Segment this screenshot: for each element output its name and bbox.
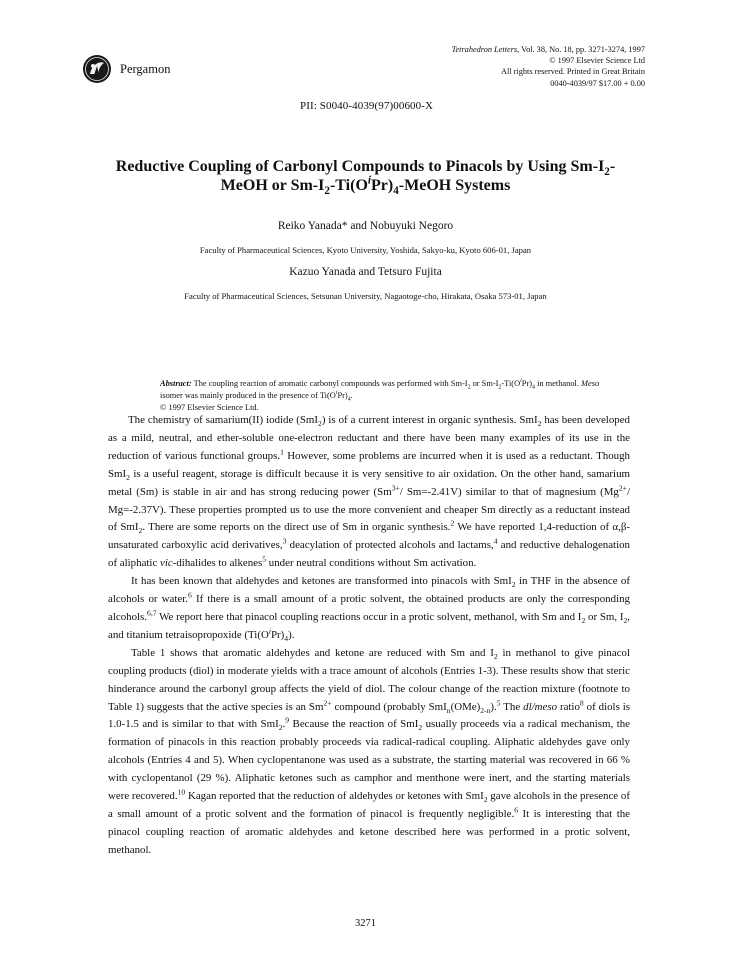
affiliation-1: Faculty of Pharmaceutical Sciences, Kyoto University, Yoshida, Sakyo-ku, Kyoto 606-01, Japan xyxy=(199,245,532,255)
journal-citation xyxy=(452,44,645,55)
author-names-2: Kazuo Yanada and Tetsuro Fujita xyxy=(289,266,442,278)
journal-volume: , Vol. 38, No. 18, pp. 3271-3274, 1997 xyxy=(517,45,645,54)
paragraph-1: The chemistry of samarium(II) iodide (SmI$_2$) is of a current interest in organic synthesis. SmI$_2$ has been developed as a mild, neutral, and ether-soluble one-electron reductant and there have been many examples of its use in the reduction of various functional groups.$^1$ However, some problems are incurred when it is used as a reductant. Though SmI$_2$ is a useful reagent, storage is difficult because it is very sensitive to air oxidation. On the other hand, samarium metal (Sm) is stable in air and has strong reducing power ($Sm^{3+}/$ Sm=-2.41V) similar to that of magnesium ($Mg^{2+}/$ Mg=-2.37V). These properties prompted us to use the more convenient and cheaper Sm directly as a reductant instead of SmI$_2$. There are some reports on the direct use of Sm in organic synthesis.$^2$ We have reported 1,4-reduction of α,β-unsaturated carboxylic acid derivatives,$^3$ deacylation of protected alcohols and lactams,$^4$ and reductive dehalogenation of aliphatic vic-dihalides to alkenes$^5$ under neutral conditions without Sm activation. xyxy=(108,414,631,570)
copyright-line: © 1997 Elsevier Science Ltd xyxy=(549,56,645,66)
journal-info xyxy=(452,44,645,89)
affiliation-2: Faculty of Pharmaceutical Sciences, Setsunan University, Nagaotoge-cho, Hirakata, Osaka 573-01, Japan xyxy=(184,291,547,301)
issn-line: 0040-4039/97 $17.00 + 0.00 xyxy=(550,78,645,88)
journal-name: Tetrahedron Letters xyxy=(451,45,518,54)
page-number: 3271 xyxy=(355,918,376,929)
publisher-logo-icon xyxy=(82,54,112,84)
pii-identifier: PII: S0040-4039(97)00600-X xyxy=(300,100,434,112)
paragraph-2: It has been known that aldehydes and ketones are transformed into pinacols with SmI$_2$ in THF in the absence of alcohols or water.$^6$ If there is a small amount of a protic solvent, the obtained products are only the corresponding alcohols.$^{6,7}$ We report here that pinacol coupling reactions occur in a protic solvent, methanol, with Sm and $I_2$ or Sm, $I_2$, and titanium tetraisopropoxide $(Ti(O^iPr)_4)$. xyxy=(108,575,630,644)
author-names-1: Reiko Yanada* and Nobuyuki Negoro xyxy=(277,220,454,232)
publisher-name: Pergamon xyxy=(120,62,171,76)
rights-line: All rights reserved. Printed in Great Britain xyxy=(500,67,645,77)
abstract-copyright: © 1997 Elsevier Science Ltd. xyxy=(160,403,259,413)
paragraph-3: Table 1 shows that aromatic aldehydes and ketone are reduced with Sm and $I_2$ in methanol to give pinacol coupling products (diol) in moderate yields with a trace amount of alcohols (Entries 1-3). These results show that steric hinderance around the carbonyl group affects the yield of diol. The colour change of the reaction mixture (footnote to Table 1) suggests that the active species is an $Sm^{2+}$ compound (probably $SmI_n(OMe)_{2-n}).^5$ The dl/meso ratio$^8$ of diols is 1.0-1.5 and is similar to that with SmI$_2$.$^9$ Because the reaction of SmI$_2$ usually proceeds via a radical mechanism, the formation of pinacols in this reaction probably proceeds via radical-radical coupling. Aliphatic aldehydes gave only alcohols (Entries 4 and 5). When cyclopentanone was used as a substrate, the starting material was recovered in 66 % with cyclopentanol (29 %). Aliphatic ketones such as camphor and menthone were inert, and the starting materials were recovered.$^{10}$ Kagan reported that the reduction of aldehydes or ketones with SmI$_2$ gave alcohols in the presence of a small amount of a protic solvent and the formation of pinacol is frequently negligible.$^6$ It is interesting that the pinacol coupling reaction of aromatic aldehydes and ketone described here was performed in a protic solvent, methanol. xyxy=(108,646,631,856)
abstract-label: Abstract: xyxy=(160,379,192,388)
article-title: Reductive Coupling of Carbonyl Compounds to Pinacols by Using $Sm-I_2-$ MeOH or $Sm-I_2-Ti(O^iPr)_4$-MeOH Systems xyxy=(115,158,616,198)
abstract: Abstract: The coupling reaction of aromatic carbonyl compounds was performed with $Sm-I_2$ or $Sm-I_2-Ti(O^iPr)_4$ in methanol. Meso isomer was mainly produced in the presence of $Ti(O^iPr)_4$. © 1997 Elsevier Science Ltd. xyxy=(160,378,600,413)
body-text xyxy=(108,412,630,860)
